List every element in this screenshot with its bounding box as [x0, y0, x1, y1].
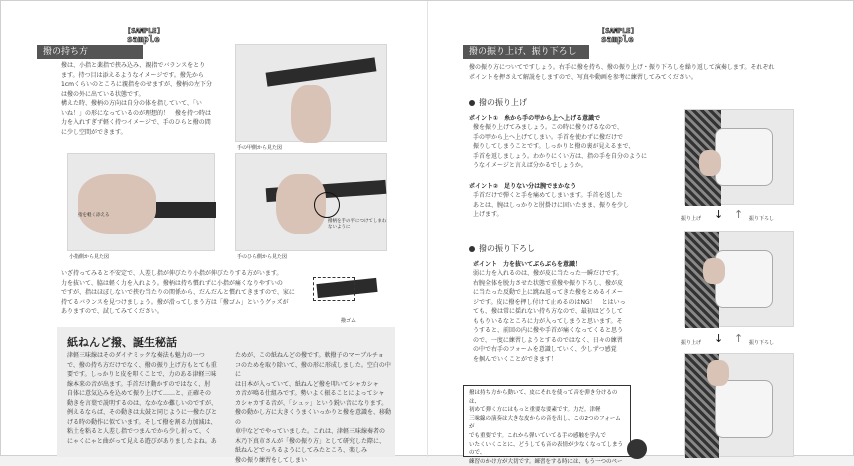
label-hold-softly: 指を軽く添える — [78, 213, 110, 218]
point-down-title: ポイント 力を抜いてぶらぶらを意識！ — [473, 261, 582, 268]
left-section-heading-text: 撥の持ち方 — [43, 47, 89, 57]
bachi-shape — [266, 57, 377, 86]
photo-up-stroke-mid — [684, 231, 794, 327]
point1-title: ポイント① 糸から手の甲から上へ上げる意識で — [469, 115, 601, 122]
column-title: 紙ねんど撥、誕生秘話 — [67, 336, 177, 349]
shamisen-body — [715, 128, 773, 186]
caption-hand-back: 手の甲側から見た図 — [237, 145, 283, 151]
hand-shape — [707, 360, 729, 386]
bullet-dot — [469, 100, 475, 106]
label-down-2: 振り下ろし — [749, 340, 775, 346]
decorative-circle — [627, 439, 647, 459]
right-section-heading-text: 撥の振り上げ、振り下ろし — [469, 47, 577, 57]
label-up-2: 振り上げ — [681, 340, 702, 346]
photo-up-stroke-top — [684, 353, 794, 457]
hand-shape — [78, 174, 156, 234]
highlight-circle — [314, 192, 340, 218]
bullet-dot — [469, 246, 475, 252]
hand-shape — [291, 85, 331, 143]
label-up-1: 振り上げ — [681, 216, 702, 222]
arrow-down-icon: ↓ — [714, 332, 724, 345]
photo-hand-back — [235, 44, 387, 142]
photo-bachi-band — [307, 271, 389, 311]
caption-bachi-band: 撥ゴム — [341, 318, 357, 324]
photo-palm-side — [235, 153, 387, 251]
point2-text: 手首だけで弾くと手を痛めてしまいます。手首を返した あとは、腕はしっかりと肘掛けに固いたまま、振りを少し 上げます。 — [473, 192, 630, 218]
hand-shape — [703, 258, 725, 284]
point2-title: ポイント② 足りない分は腕でまかなう — [469, 183, 577, 190]
right-section-heading — [463, 45, 589, 59]
shamisen-body — [715, 380, 773, 438]
column-text-left: 津軽三味線はそのダイナミックな奏法も魅力の一つ で、撥の持ち方だけでなく、撥の振り上げ方もとても重 要です。しっかりと皮を叩くことで、力のある津軽三味 線本来の音が出ます。手首だけ動かすのではなく、肘 自体に意気込みを込めて振り上げて……と、正確その 動きを言葉で説明するのは、なかなか難しいのですが、 例えるならば、その動きは太鼓と同じように一撥たびと げる時の動作に似ています。そして撥を割る力加減は、 粘土を粘ると人差し指でつまんでから少し折って、く にゃくにゃと曲がって見える遊びがありましたよね。あ — [67, 352, 218, 445]
caption-little-finger: 小指側から見た図 — [69, 254, 110, 260]
photo-little-finger-side — [67, 153, 215, 251]
page-gutter — [427, 1, 428, 457]
photo-up-stroke-start — [684, 109, 794, 205]
arrow-up-icon: ↑ — [734, 332, 744, 345]
arrow-down-icon: ↓ — [714, 208, 724, 221]
left-intro-text: 撥は、小指と薬指で挟み込み、親指でバランスをとり ます。持つ目は添えるようなイメージです。撥先から 1cmくらいのところに親指をのせますが、撥柄の左下分 は撥の外に出ている状態です。 構えた時、撥柄の方向は自分の体を指していて、「い いね！」の形になっているのが理想的！ 撥を持つ時は 力を入れすぎず軽く持つイメージで、手のひらと撥の間 に少し空間ができます。 — [61, 62, 212, 136]
label-down-1: 振り下ろし — [749, 216, 775, 222]
hand-shape — [699, 150, 721, 176]
band-outline — [313, 277, 355, 301]
arrow-up-icon: ↑ — [734, 208, 744, 221]
column-text-right: ためが、この紙ねんどの撥です。軟撥子のマーブルチョ コのためを取り除いて、撥の形に形成しました。空白の中に は日本が入っていて、紙ねんど撥を叩いてシャカシャ カ音が鳴る仕組みです。勢いよく振ることによってシャ カシャカする音が、「シュッ」という鋭い音になります。 撥の動かし方に大きくうまくいっかりと撥を意識を、移動の 車中などでやっていました。これは、津軽三味線奏者の 木乃下真市さんが「撥の振り方」として研究した際に、 紙ねんどでっちるようにしてみたところ、楽しみ 撥の振り練習をしてしまい — [235, 352, 392, 464]
sample-watermark-right: [SAMPLE] sample — [601, 27, 635, 45]
heading-down-stroke: 撥の振り下ろし — [469, 243, 535, 254]
left-section-heading — [37, 45, 143, 59]
caption-palm-side: 手のひら側から見た図 — [237, 254, 288, 260]
down-stroke-text: 弱に力を入れるのは、撥が皮に当たった一瞬だけです。 右腕全体を脱力させた状態で重撥や振り下ろし、撥が皮 に当たった反動で上に跳ね返ってきた撥をとめるイメー ジです。皮に撥を押し付けて止めるのはNG！ とはいっ ても、撥は常に揺れない持ち方なので、最初はどうして ももりいるなところに力が入ってしまうと思います。そ うすると、前回の内に撥や手首が痛くなってくると思う ので、一度に練習しようとするのではなく、日々の練習 の中で右手のフォームを意識していく、少しずつ感覚 を掴んでいくことができます！ — [473, 270, 626, 363]
right-intro-text: 撥の振り方についてですしょう。右手に撥を持ち、撥の振り上げ・振り下ろしを繰り返して演奏します。それぞれ ポイントを押さえて解説をしますので、写真や動画を参考に練習してみてください。 — [469, 64, 775, 81]
sample-watermark-left: [SAMPLE] sample — [127, 27, 161, 45]
point1-text: 撥を振り上げてみましょう。この時に撥りげるなので、 手の甲から上へ上げてしまい。手首を使わずに撥だけで 振りしてしまうことです。しっかりと撥の裏が見えるまで、 手首を返しましょう。わかりにくい方は、指の手を自分のように うなイメージと言えば分かるでしょうか。 — [473, 124, 648, 169]
heading-up-stroke: 撥の振り上げ — [469, 97, 527, 108]
left-middle-text: いざ持ってみると不安定で、人差し指が伸びたり小指が伸びたりする方がいます。 力を抜いて、脇は軽く力を入れよう。撥柄は持ち慣れずに小指が痛くなりやすいの ですが、指はほぼしないで挟む当たりの関係から、だんだんと慣れてきますので、家に 持てるバランスを見つけましょう。撥が滑ってしまう方は「撥ゴム」というグッズが ありますので、試してみてください。 — [61, 270, 295, 315]
note-box: 撥は持ち方から動いて、皮にそれを使って音を弾き分けるのは、 初めて弾く方にはもっと重要な要素です。力だ。津軽 三味線の演奏は大きな皮からの音を出し、この2つのフォームが でも重要です。これから弾いていてる手の感触を学んで いたくいくことに、どうしても音の表情が少なくなってしまうので、 練習のかけ方が大切です。練習をする時には、もう一つのペー — [463, 385, 631, 457]
label-space-note: 撥柄を手の平につけてしまわないように — [328, 219, 387, 230]
